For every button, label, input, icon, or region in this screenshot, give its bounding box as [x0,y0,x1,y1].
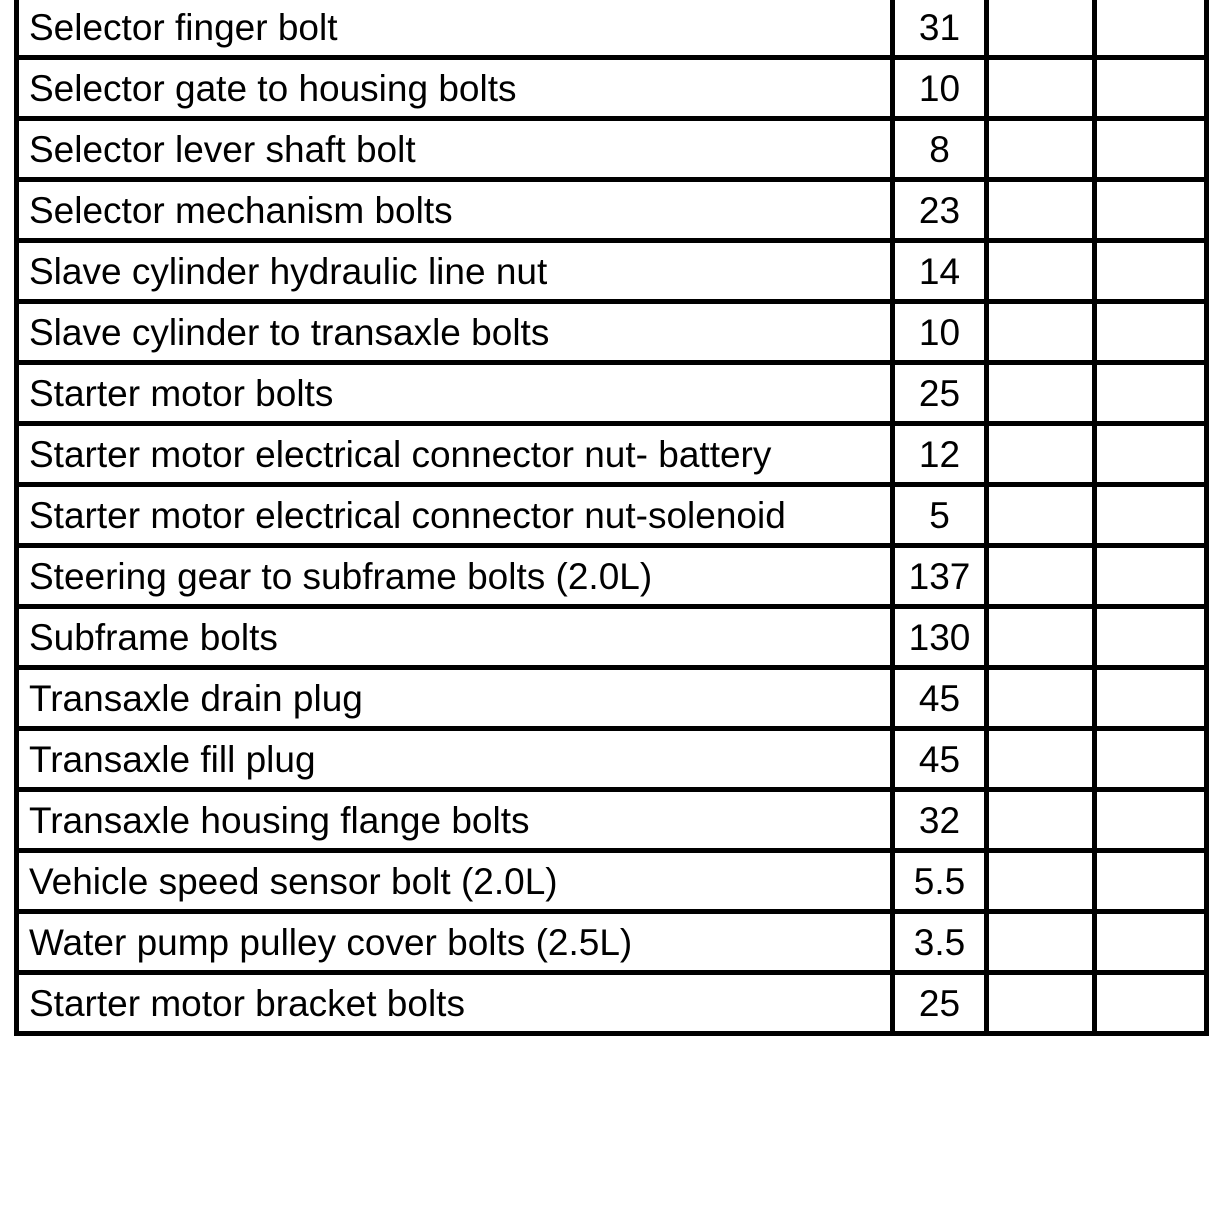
blank-cell [987,790,1095,851]
row-description: Starter motor bolts [17,363,893,424]
blank-cell [987,546,1095,607]
table-row [17,119,1207,180]
row-description: Starter motor electrical connector nut-solenoid [17,485,893,546]
blank-cell [987,668,1095,729]
row-torque-value: 31 [893,0,987,58]
table-row [17,363,1207,424]
blank-cell [1095,973,1207,1034]
blank-cell [1095,546,1207,607]
blank-cell [987,912,1095,973]
blank-cell [1095,58,1207,119]
blank-cell [1095,668,1207,729]
blank-cell [987,973,1095,1034]
row-description: Subframe bolts [17,607,893,668]
table-row [17,546,1207,607]
row-description: Selector mechanism bolts [17,180,893,241]
row-description: Transaxle housing flange bolts [17,790,893,851]
blank-cell [1095,851,1207,912]
blank-cell [987,424,1095,485]
row-torque-value: 10 [893,302,987,363]
blank-cell [1095,180,1207,241]
row-torque-value: 3.5 [893,912,987,973]
blank-cell [1095,912,1207,973]
blank-cell [987,607,1095,668]
row-torque-value: 25 [893,363,987,424]
torque-spec-sheet [14,0,1204,1036]
table-row [17,912,1207,973]
row-description: Selector lever shaft bolt [17,119,893,180]
row-torque-value: 45 [893,729,987,790]
table-row [17,790,1207,851]
row-description: Transaxle drain plug [17,668,893,729]
row-description: Steering gear to subframe bolts (2.0L) [17,546,893,607]
table-row [17,58,1207,119]
row-torque-value: 137 [893,546,987,607]
row-description: Water pump pulley cover bolts (2.5L) [17,912,893,973]
blank-cell [1095,607,1207,668]
blank-cell [987,119,1095,180]
blank-cell [987,851,1095,912]
row-torque-value: 32 [893,790,987,851]
blank-cell [1095,485,1207,546]
blank-cell [987,729,1095,790]
blank-cell [987,485,1095,546]
blank-cell [1095,241,1207,302]
table-row [17,668,1207,729]
blank-cell [987,58,1095,119]
row-description: Starter motor electrical connector nut- battery [17,424,893,485]
row-torque-value: 130 [893,607,987,668]
table-row [17,607,1207,668]
blank-cell [1095,424,1207,485]
row-description: Transaxle fill plug [17,729,893,790]
row-torque-value: 8 [893,119,987,180]
row-description: Selector finger bolt [17,0,893,58]
blank-cell [1095,119,1207,180]
table-row [17,485,1207,546]
table-row [17,729,1207,790]
blank-cell [1095,363,1207,424]
row-description: Slave cylinder hydraulic line nut [17,241,893,302]
row-description: Vehicle speed sensor bolt (2.0L) [17,851,893,912]
blank-cell [1095,302,1207,363]
row-torque-value: 10 [893,58,987,119]
row-torque-value: 23 [893,180,987,241]
row-description: Starter motor bracket bolts [17,973,893,1034]
row-description: Selector gate to housing bolts [17,58,893,119]
table-row [17,302,1207,363]
blank-cell [1095,729,1207,790]
table-row [17,241,1207,302]
row-torque-value: 12 [893,424,987,485]
row-torque-value: 25 [893,973,987,1034]
table-row [17,0,1207,58]
table-row [17,851,1207,912]
blank-cell [987,0,1095,58]
row-torque-value: 14 [893,241,987,302]
blank-cell [1095,0,1207,58]
table-row [17,973,1207,1034]
blank-cell [987,302,1095,363]
blank-cell [1095,790,1207,851]
blank-cell [987,363,1095,424]
blank-cell [987,180,1095,241]
row-torque-value: 5.5 [893,851,987,912]
torque-table [14,0,1209,1036]
table-row [17,424,1207,485]
row-torque-value: 45 [893,668,987,729]
blank-cell [987,241,1095,302]
table-row [17,180,1207,241]
row-description: Slave cylinder to transaxle bolts [17,302,893,363]
row-torque-value: 5 [893,485,987,546]
